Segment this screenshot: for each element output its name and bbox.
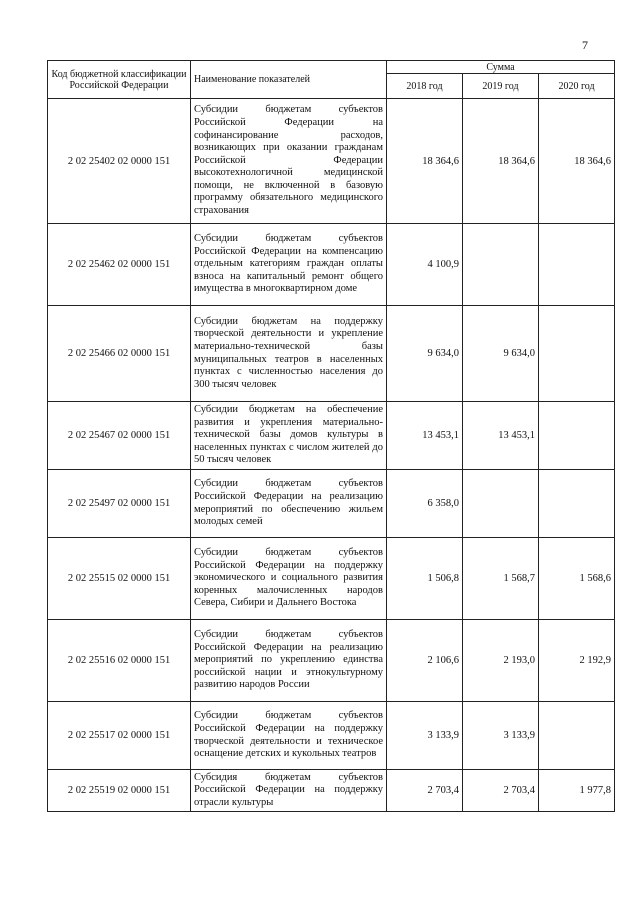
page-number: 7: [582, 38, 588, 52]
row-value-2020: 1 568,6: [539, 538, 615, 620]
row-value-2018: 18 364,6: [387, 99, 463, 224]
year-header-2018: 2018 год: [387, 74, 463, 99]
row-value-2019: [463, 224, 539, 306]
row-value-2019: 18 364,6: [463, 99, 539, 224]
row-code: 2 02 25516 02 0000 151: [48, 620, 191, 702]
row-value-2019: 2 193,0: [463, 620, 539, 702]
table-row: [48, 770, 615, 812]
row-name: Субсидии бюджетам субъектов Российской Федерации на софинансирование расходов, возникающих при оказании гражданам Российской Федерации высокотехнологичной медицинской помощи, не включенной в базовую программу обязательного медицинского страхования: [191, 99, 387, 224]
row-name: Субсидии бюджетам субъектов Российской Федерации на реализацию мероприятий по укреплению единства российской нации и этнокультурному развитию народов России: [191, 620, 387, 702]
row-value-2018: 1 506,8: [387, 538, 463, 620]
name-header: Наименование показателей: [191, 61, 387, 99]
table-row: [48, 620, 615, 702]
row-name: Субсидии бюджетам субъектов Российской Федерации на поддержку творческой деятельности и техническое оснащение детских и кукольных театров: [191, 702, 387, 770]
row-name: Субсидии бюджетам субъектов Российской Федерации на реализацию мероприятий по обеспечению жильем молодых семей: [191, 470, 387, 538]
budget-table: [47, 60, 615, 812]
row-name: Субсидии бюджетам на обеспечение развития и укрепления материально-технической базы домов культуры в населенных пунктах с числом жителей до 50 тысяч человек: [191, 402, 387, 470]
row-code: 2 02 25519 02 0000 151: [48, 770, 191, 812]
row-code: 2 02 25466 02 0000 151: [48, 306, 191, 402]
year-header-2019: 2019 год: [463, 74, 539, 99]
row-value-2020: 1 977,8: [539, 770, 615, 812]
table-row: [48, 306, 615, 402]
code-header: Код бюджетной классификации Российской Федерации: [48, 61, 191, 99]
row-code: 2 02 25467 02 0000 151: [48, 402, 191, 470]
row-value-2020: 2 192,9: [539, 620, 615, 702]
row-value-2018: 4 100,9: [387, 224, 463, 306]
table-row: [48, 402, 615, 470]
row-value-2020: [539, 306, 615, 402]
table-row: [48, 224, 615, 306]
row-code: 2 02 25517 02 0000 151: [48, 702, 191, 770]
row-code: 2 02 25402 02 0000 151: [48, 99, 191, 224]
table-row: [48, 99, 615, 224]
sum-header: Сумма: [387, 61, 615, 74]
row-value-2019: 1 568,7: [463, 538, 539, 620]
row-value-2020: 18 364,6: [539, 99, 615, 224]
year-header-2020: 2020 год: [539, 74, 615, 99]
table-row: [48, 470, 615, 538]
row-value-2018: 6 358,0: [387, 470, 463, 538]
row-value-2018: 2 703,4: [387, 770, 463, 812]
row-value-2019: 13 453,1: [463, 402, 539, 470]
row-value-2020: [539, 402, 615, 470]
row-value-2018: 13 453,1: [387, 402, 463, 470]
row-value-2019: 9 634,0: [463, 306, 539, 402]
row-code: 2 02 25497 02 0000 151: [48, 470, 191, 538]
row-value-2019: 2 703,4: [463, 770, 539, 812]
row-code: 2 02 25515 02 0000 151: [48, 538, 191, 620]
row-value-2020: [539, 702, 615, 770]
row-value-2018: 9 634,0: [387, 306, 463, 402]
row-name: Субсидии бюджетам субъектов Российской Федерации на поддержку экономического и социального развития коренных малочисленных народов Севера, Сибири и Дальнего Востока: [191, 538, 387, 620]
row-value-2020: [539, 224, 615, 306]
table-row: [48, 702, 615, 770]
row-value-2019: 3 133,9: [463, 702, 539, 770]
row-value-2018: 2 106,6: [387, 620, 463, 702]
row-value-2020: [539, 470, 615, 538]
table-row: [48, 538, 615, 620]
row-code: 2 02 25462 02 0000 151: [48, 224, 191, 306]
row-value-2018: 3 133,9: [387, 702, 463, 770]
row-name: Субсидии бюджетам субъектов Российской Федерации на компенсацию отдельным категориям граждан оплаты взноса на капитальный ремонт общего имущества в многоквартирном доме: [191, 224, 387, 306]
row-name: Субсидия бюджетам субъектов Российской Федерации на поддержку отрасли культуры: [191, 770, 387, 812]
row-value-2019: [463, 470, 539, 538]
row-name: Субсидии бюджетам на поддержку творческой деятельности и укрепление материально-технической базы муниципальных театров в населенных пунктах с численностью населения до 300 тысяч человек: [191, 306, 387, 402]
